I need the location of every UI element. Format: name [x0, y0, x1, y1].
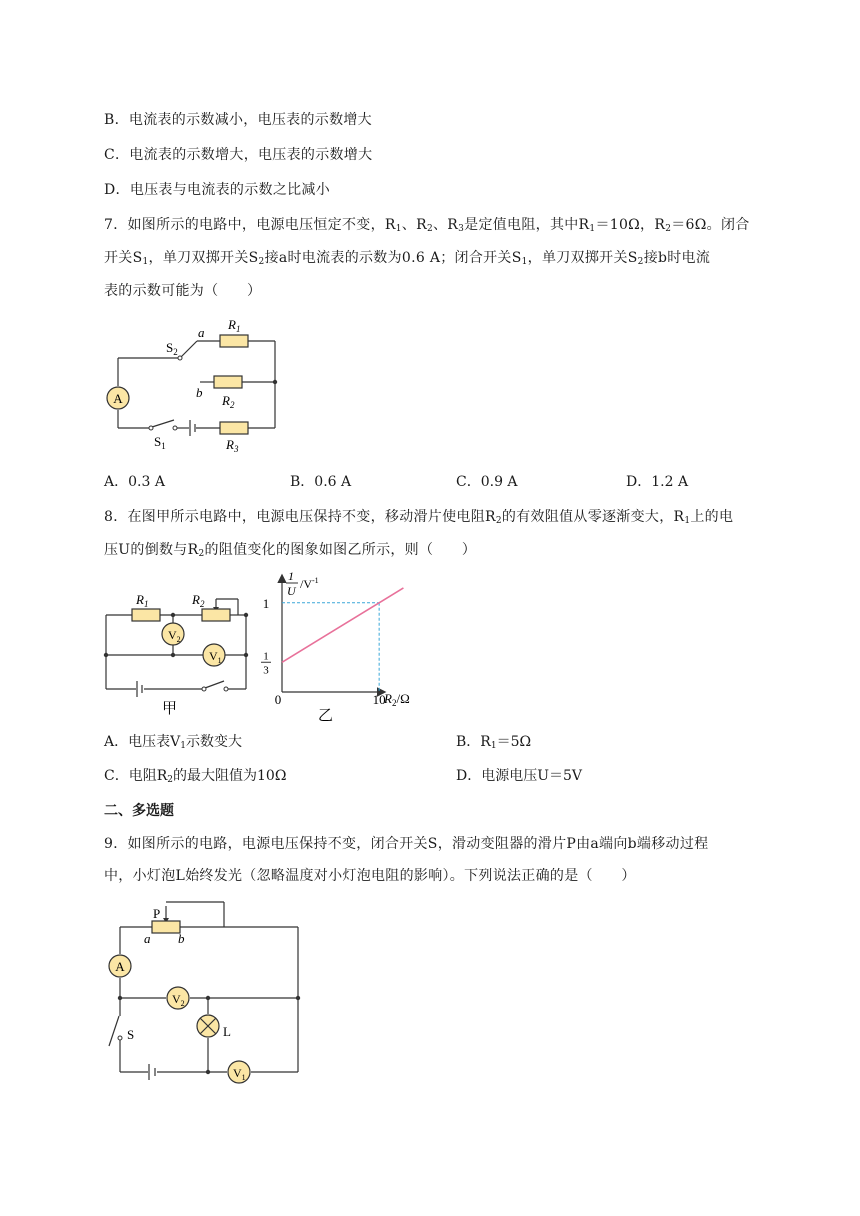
q8-graph-ytick-third-num: 1	[263, 650, 269, 663]
q8-graph-ytick-1: 1	[262, 595, 270, 611]
q7-option-d: D．1.2 A	[626, 474, 689, 490]
q7-stem-line3: 表的示数可能为（ ）	[104, 283, 262, 299]
q7-label-r3: $R_3$	[226, 437, 239, 454]
q8-label-r2: $R_2$	[192, 592, 205, 609]
q9-stem-line2: 中，小灯泡L始终发光（忽略温度对小灯泡电阻的影响）。下列说法正确的是（ ）	[104, 868, 636, 884]
q7-stem-line1: 7．如图所示的电路中，电源电压恒定不变，$R_1$、$R_2$、$R_3$是定值电阻，其中$R_1=10\Omega$，$R_2=6\Omega$。闭合	[104, 217, 750, 234]
q8-graph-series-line	[282, 588, 403, 662]
q8-voltmeter-v2-label: $V_2$	[168, 628, 181, 644]
q7-label-a: a	[198, 325, 205, 340]
q6-option-c: C．电流表的示数增大，电压表的示数增大	[104, 147, 373, 163]
q6-option-d: D．电压表与电流表的示数之比减小	[104, 182, 331, 198]
q7-label-b: b	[196, 385, 203, 400]
q9-ammeter-label: A	[115, 959, 125, 974]
q7-option-b: B．0.6 A	[290, 474, 352, 490]
q8-graph-xtick-0: 0	[274, 692, 282, 707]
section-heading-multiple-choice: 二、多选题	[104, 803, 174, 819]
q8-graph-ylabel-unit: $/V^{-1}$	[300, 576, 319, 591]
q9-voltmeter-v2-label: $V_2$	[172, 992, 185, 1008]
q7-ammeter-label: A	[113, 391, 123, 406]
q9-label-b: b	[178, 931, 185, 946]
q7-option-a: A．0.3 A	[104, 474, 165, 490]
q8-graph-ylabel: 1	[288, 569, 294, 583]
q8-voltmeter-v1-label: $V_1$	[209, 649, 222, 665]
q7-circuit-diagram	[100, 318, 290, 458]
q7-label-r2: $R_2$	[222, 393, 235, 410]
q7-label-s2: $S_2$	[166, 340, 178, 357]
q8-graph-ylabel-den: U	[287, 584, 296, 598]
q9-voltmeter-v1-label: $V_1$	[233, 1066, 246, 1082]
q8-option-a: A．电压表$V_1$示数变大	[104, 734, 242, 751]
q7-label-r1: $R_1$	[228, 318, 241, 334]
q8-option-d: D．电源电压U＝5V	[456, 768, 583, 784]
q9-label-a: a	[144, 931, 151, 946]
q8-circuit-diagram-jia	[96, 585, 266, 720]
q9-circuit-diagram	[100, 896, 310, 1091]
q8-option-c: C．电阻$R_2$的最大阻值为10Ω	[104, 768, 287, 785]
q9-label-p: P	[153, 906, 161, 921]
q8-caption-jia: 甲	[162, 701, 178, 717]
q7-stem-line2: 开关$S_1$，单刀双掷开关$S_2$接a时电流表的示数为0.6 A；闭合开关$S_1$，单刀双掷开关$S_2$接b时电流	[104, 250, 711, 267]
q8-graph-yi	[258, 566, 428, 726]
q7-label-s1: $S_1$	[154, 434, 166, 451]
q9-label-l: L	[223, 1024, 231, 1039]
q8-graph-xlabel: $R_2/\Omega$	[384, 691, 410, 708]
q8-stem-line2: 压U的倒数与$R_2$的阻值变化的图象如图乙所示，则（ ）	[104, 542, 477, 559]
q7-option-c: C．0.9 A	[456, 474, 518, 490]
q9-stem-line1: 9．如图所示的电路，电源电压保持不变，闭合开关S，滑动变阻器的滑片P由a端向b端移动过程	[104, 836, 709, 852]
q8-option-b: B．$R_1=5\Omega$	[456, 734, 532, 751]
q8-graph-xtick-10: 10	[372, 692, 386, 707]
q8-label-r1: $R_1$	[136, 592, 149, 609]
q9-label-s: S	[127, 1027, 135, 1042]
q8-caption-yi: 乙	[318, 708, 334, 724]
q6-option-b: B．电流表的示数减小，电压表的示数增大	[104, 112, 372, 128]
q8-stem-line1: 8．在图甲所示电路中，电源电压保持不变，移动滑片使电阻$R_2$的有效阻值从零逐渐变大，$R_1$上的电	[104, 509, 734, 526]
q8-graph-ytick-third-den: 3	[263, 664, 269, 677]
